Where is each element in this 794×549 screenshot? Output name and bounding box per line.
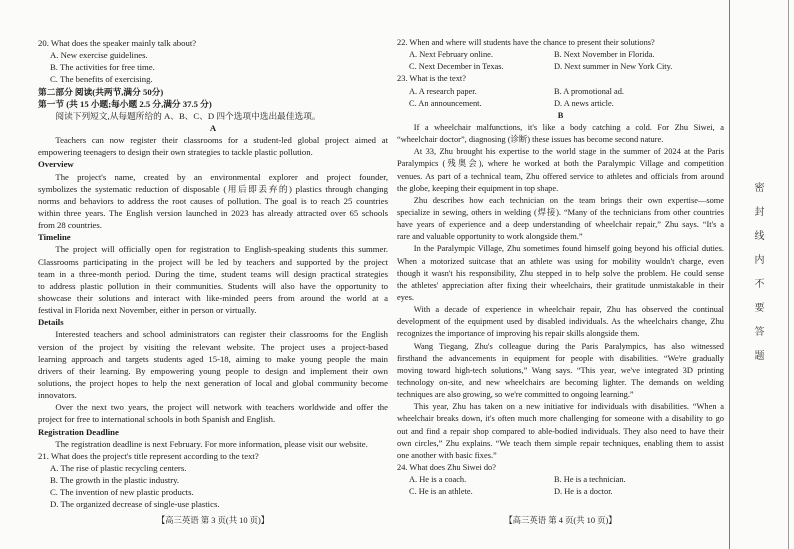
passage-line: If a wheelchair malfunctions, it's like a body catching a cold. For Zhu Siwei, a [413, 122, 724, 132]
passage-line: norms and behaviors to address the root causes of pollution. The goal is to reach 25 countries [38, 195, 388, 206]
answer-option: D. The organized decrease of single-use plastics. [50, 499, 220, 510]
passage-label: A [209, 122, 217, 133]
passage-line: development of the equipment used by disabled individuals. As the wheelchairs change, Zhu [397, 317, 724, 327]
binding-line [729, 0, 730, 549]
right-column [397, 37, 724, 498]
passage-line: The registration deadline is next February. For more information, please visit our website. [55, 438, 368, 449]
question-stem: 24. What does Zhu Siwei do? [397, 462, 496, 472]
answer-option: D. Next summer in New York City. [554, 62, 673, 72]
passage-line: “wheelchair doctor”, diagnosing (诊断) these issues has become second nature. [397, 135, 664, 145]
passage-line: technology on-site, and new wheelchairs are becoming lighter. The demands on welding [397, 377, 724, 387]
page-footer-right: 【高三英语 第 4 页(共 10 页)】 [504, 516, 617, 525]
passage-line: project for free to international schools in both Spanish and English. [38, 414, 276, 425]
answer-option: C. An announcement. [409, 98, 482, 108]
passage-line: Teachers can now register their classrooms for a student-led global project aimed at [55, 135, 388, 146]
passage-line: learning approach and targets students aged 15-18, aiming to make young people the main [38, 353, 388, 364]
passage-line: festival in Florida next November, either in person or virtually. [38, 305, 257, 316]
option-row [397, 49, 724, 61]
passage-line: eyes. [397, 292, 414, 302]
passage-line: symbolizes the systematic reduction of disposable (用后即丢弃的) plastics through changing [38, 183, 388, 194]
answer-option: C. The benefits of exercising. [50, 74, 153, 85]
passage-line: showcase their solutions and interact with like-minded peers from around the world at a [38, 292, 388, 303]
option-row [397, 86, 724, 98]
passage-line: to address plastic pollution in their communities. Students will also have the opportunity to [38, 280, 388, 291]
left-column [38, 37, 388, 510]
subheading: Details [38, 317, 64, 328]
passage-line: techniques are also growing, so we're committed to ongoing learning.” [397, 390, 634, 400]
passage-label: B [557, 110, 564, 120]
passage-line: own circles,” Zhu explains. “We teach them simple repair techniques, enabling them to assist [397, 438, 724, 448]
option-row [397, 61, 724, 73]
answer-option: A. The rise of plastic recycling centers. [50, 462, 187, 473]
passage-line: the athletes' appreciation after fixing their wheelchairs, their gratitude unmistakable in their [397, 280, 724, 290]
passage-line: Over the next two years, the project will network with teachers worldwide and offer the [55, 402, 388, 413]
answer-option: D. He is a doctor. [554, 487, 613, 497]
passage-line: In the Paralympic Village, Zhu sometimes found himself going beyond his official duties. [413, 244, 724, 254]
answer-option: B. A promotional ad. [554, 86, 625, 96]
section-heading: 第一节 (共 15 小题;每小题 2.5 分,满分 37.5 分) [38, 98, 212, 109]
passage-line: With a decade of experience in wheelchair repair, Zhu has observed the continual [413, 305, 724, 315]
passage-line: empowering teenagers to design their own strategies to tackle plastic pollution. [38, 147, 313, 158]
passage-line: When a motorized suitcase that an athlete was using for mobility wouldn't charge, even [397, 256, 724, 266]
passage-line: innovators. [38, 390, 77, 401]
passage-line: moving toward high-tech solutions,” Wang says. “This year, we've integrated 3D printing [397, 365, 724, 375]
question-stem: 23. What is the text? [397, 74, 466, 84]
passage-line: the globe, keeping their equipment in top shape. [397, 183, 559, 193]
question-stem: 21. What does the project's title represent according to the text? [38, 450, 259, 461]
passage-line: The project's name, created by an environmental explorer and project founder, [55, 171, 388, 182]
question-stem: 22. When and where will students have the chance to present their solutions? [397, 38, 655, 47]
passage-line: one another with basic fixes.” [397, 450, 497, 460]
answer-option: D. A news article. [554, 98, 614, 108]
page-edge-line [788, 0, 789, 549]
option-row [397, 98, 724, 110]
answer-option: B. He is a technician. [554, 475, 626, 485]
passage-line: drivers of their learning. By empowering young people to design and implement their own [38, 365, 388, 376]
subheading: Overview [38, 159, 74, 170]
passage-line: specialize in sewing, others in welding (焊接). “Many of the technicians from other countries [397, 207, 724, 217]
passage-line: wheelchair breaks down, it's often much more challenging for someone with a disability to go [397, 414, 724, 424]
answer-option: B. Next November in Florida. [554, 50, 655, 60]
passage-line: venues. As part of a technical team, Zhu offered service to athletes and officials from around [397, 171, 724, 181]
passage-line: within three years. The English version launched in 2023 has already attracted over 65 schools [38, 207, 388, 218]
passage-line: rare and valuable opportunity to work alongside them.” [397, 232, 583, 242]
passage-line: This year, Zhu has taken on a new initiative for individuals with disabilities. “When a [413, 402, 724, 412]
answer-option: A. A research paper. [409, 86, 477, 96]
passage-line: Zhu describes how each technician on the team brings their own expertise—some [413, 195, 724, 205]
passage-line: solutions, the project hopes to help the next generation of local and global community become [38, 377, 388, 388]
answer-option: A. He is a coach. [409, 475, 467, 485]
subheading: Timeline [38, 232, 71, 243]
passage-line: team in a three-month period. During the time, student teams will design practical strategies [38, 268, 388, 279]
answer-option: B. The growth in the plastic industry. [50, 475, 180, 486]
option-row [397, 486, 724, 498]
answer-option: C. Next December in Texas. [409, 62, 504, 72]
instructions: 阅读下列短文,从每题所给的 A、B、C、D 四个选项中选出最佳选项。 [55, 110, 321, 121]
passage-line: At 33, Zhu brought his expertise to the world stage in the summer of 2024 at the Paris [413, 147, 724, 157]
answer-option: C. The invention of new plastic products. [50, 487, 194, 498]
passage-line: firsthand the advancements in equipment for people with disabilities. “We're gradually [397, 353, 724, 363]
page-footer-left: 【高三英语 第 3 页(共 10 页)】 [156, 516, 270, 525]
passage-line: version of the project by visiting the relevant website. The project uses a project-based [38, 341, 388, 352]
option-row [397, 474, 724, 486]
passage-line: recognizes the importance of improving his repair skills alongside them. [397, 329, 640, 339]
passage-line: out and find a repair shop compared to able-bodied individuals. They also need to have their [397, 426, 724, 436]
passage-line: Paralympics (残奥会), where he worked at both the Paralympic Village and competition [397, 159, 724, 169]
passage-line: though it wasn't his responsibility, Zhu stepped in to help solve the problem. He could sense [397, 268, 724, 278]
passage-line: Interested teachers and school administrators can register their classrooms for the English [55, 329, 388, 340]
part-heading: 第二部分 阅读(共两节,满分 50分) [38, 86, 164, 97]
passage-line: have years of experience and a deep understanding of wheelchair repair,” Zhu says. “It's a [397, 220, 724, 230]
passage-line: Wang Tiegang, Zhu's colleague during the Paris Paralympics, has also witnessed [413, 341, 724, 351]
question-stem: 20. What does the speaker mainly talk about? [38, 38, 197, 48]
subheading: Registration Deadline [38, 426, 119, 437]
passage-line: from 28 countries. [38, 220, 102, 231]
answer-option: C. He is an athlete. [409, 487, 473, 497]
answer-option: B. The activities for free time. [50, 62, 155, 73]
answer-option: A. New exercise guidelines. [50, 50, 148, 61]
passage-line: The project will officially open for registration to English-speaking students this summer. [55, 244, 388, 255]
passage-line: Classrooms participating in the project will be led by teachers and supported by the project [38, 256, 388, 267]
binding-margin-note: 密封线内不要答题 [752, 182, 763, 374]
answer-option: A. Next February online. [409, 50, 493, 60]
